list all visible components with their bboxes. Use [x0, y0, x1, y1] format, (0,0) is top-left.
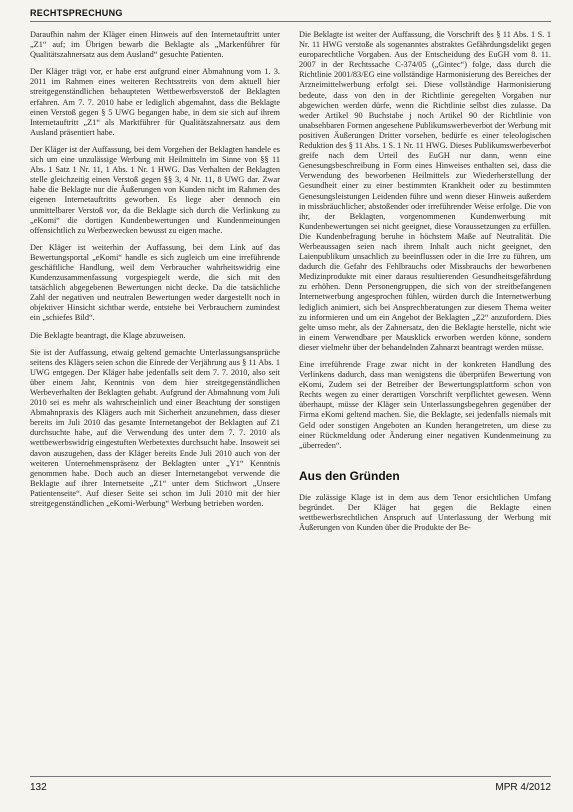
- section-heading: Aus den Gründen: [299, 468, 400, 483]
- paragraph: Der Kläger ist der Auffassung, bei dem Vorgehen der Beklagten handele es sich um eine unzulässige Werbung mit Heilmitteln im Sinne von §§ 11 Abs. 1 Satz 1 Nr. 11, 1 Abs. 1 Nr. 1 HWG. Das Verhalten der Beklagten stelle gleichzeitig einen Verstoß gegen §§ 3, 4 Nr. 11, 8 UWG dar. Zwar habe die Beklagte nur die Äußerungen von Kunden nicht im Rahmen des eigenen Internetauftritts geworben. Es liege aber dennoch ein unmittelbarer Verstoß vor, da die Beklagte sich durch die Verlinkung zu „eKomi“ die dortigen Kundenbewertungen und Kundenmeinungen offensichtlich zu Werbezwecken bewusst zu eigen mache.: [30, 144, 280, 235]
- paragraph: Der Kläger trägt vor, er habe erst aufgrund einer Abmahnung vom 1. 3. 2011 im Rahmen eines weiteren Rechtsstreits von dem aktuell hier streitgegenständlichen behaupteten Wettbewerbsverstoß der Beklagten erfahren. Am 7. 7. 2010 habe er lediglich abgemahnt, dass die Beklagte einen Verstoß gegen § 5 UWG begangen habe, in dem sie sich auf ihrem Internetauftritt „Z1“ als Marktführer für Qualitätszahnersatz aus dem Ausland präsentiert habe.: [30, 67, 280, 137]
- paragraph: Die Beklagte beantragt, die Klage abzuweisen.: [30, 330, 186, 340]
- paragraph: Daraufhin nahm der Kläger einen Hinweis auf den Internetauftritt unter „Z1“ auf; im Übrigen bewarb die Beklagte als „Markenführer für Qualitätszahnersatz aus dem Ausland“ gesuchte Patienten.: [30, 30, 280, 60]
- paragraph: Der Kläger ist weiterhin der Auffassung, bei dem Link auf das Bewertungsportal „eKomi“ handle es sich zugleich um eine irreführende geschäftliche Handlung, weil dem Verbraucher wahrheitswidrig eine Kundenzusammenfassung vorgespiegelt werde, die sich mit den tatsächlich abgegebenen Bewertungen nicht decke. Da die tatsächliche Zahl der negativen und neutralen Bewertungen weder dargestellt noch in objektiver Hinsicht sichtbar werde, entstehe bei Verbrauchern zumindest ein „schiefes Bild“.: [30, 242, 280, 323]
- paragraph: Die zulässige Klage ist in dem aus dem Tenor ersichtlichen Umfang begründet. Der Kläger hat gegen die Beklagte einen wettbewerbsrechtlichen Anspruch auf Unterlassung der Werbung mit Äußerungen von Kunden über die Produkte der Be-: [299, 492, 551, 533]
- paragraph: Die Beklagte ist weiter der Auffassung, die Vorschrift des § 11 Abs. 1 S. 1 Nr. 11 HWG verstoße als sogenanntes abstraktes Gefährdungsdelikt gegen europarechtliche Vorgaben. Aus der Entscheidung des EuGH vom 8. 11. 2007 in der Rechtssache C-374/05 („Gintec“) folge, dass durch die Richtlinie 2001/83/EG eine vollständige Harmonisierung des Bereiches der Arzneimittelwerbung erfolgt sei. Diese vollständige Harmonisierung bedeute, dass von den in der Richtlinie geregelten Vorgaben nur abgewichen werden dürfe, wenn die Richtlinie selbst dies zulasse. Da weder Artikel 90 Buchstabe j noch Artikel 90 der Richtlinie von unabsehbaren Formen angesehene Publikumswerbeverbot der Werbung mit positiven Äußerungen Dritter vorsehen, bedürfe es einer teleologischen Reduktion des § 11 Abs. 1 S. 1 Nr. 11 HWG. Dieses Publikumswerbeverbot greife nach dem Urteil des EuGH nur dann, wenn eine Genesungsbeschreibung in Form eines Hinweises enthalten sei, dass die Verwendung des beworbenen Heilmittels zur Wiederherstellung der Gesundheit einer zu einer bestimmten Krankheit oder zu bestimmten Genesungsleistungen Leidenden führe und wenn dieser Hinweis außerdem in missbräuchlicher, abstoßender oder irreführender Weise erfolge. Die von ihr, der Beklagten, vorgenommenen Kundenwerbung mit Kundenbewertungen sei nicht geeignet, diese Voraussetzungen zu erfüllen. Die Kundenbefragung beruhe in höchstem Maße auf Neutralität. Die Werbeaussagen seien nach ihrem Inhalt auch nicht geeignet, den Laienpublikum unsachlich zu beeinflussen oder in die Irre zu führen, um dadurch die Gefahr des Fehlbrauchs oder Missbrauchs der beworbenen Medizinprodukte mit einer daraus resultierenden Gesundheitsgefährdung zu erhöhen. Denn Personengruppen, die sich von der streitbefangenen Internetwerbung angesprochen fühlen, würden durch die Internetwerbung lediglich animiert, sich bei Ansprechberatungen zur diesem Thema weiter zu informieren und um ein Angebot der Beklagten „Z2“ anzufordern. Dies gelte umso mehr, als der Zahnersatz, den die Beklagte herstelle, nicht wie in einem Verwendbare per Mausklick erworben werden könne, sondern dieser vielmehr über der behandelnden Zahnarzt beantragt werden müsse.: [299, 30, 551, 352]
- paragraph: Eine irreführende Frage zwar nicht in der konkreten Handlung des Verlinkens dadurch, dass man wenigstens die überprüfen Bewertung von eKomi, Zudem sei der Betreiber der Bewertungsplattform schon von Rechts wegen zu einer derartigen Vorschrift verpflichtet gewesen. Wenn überhaupt, müsse der Kläger sein Unterlassungsbegehren gegenüber der Firma eKomi geltend machen. Sie, die Beklagte, sei jedenfalls niemals mit Geld oder sonstigen Angeboten an Kunden herangetreten, um diese zu einer Rückmeldung oder Änderung einer negativen Kundenmeinung zu „überreden“.: [299, 360, 551, 450]
- footer-divider: [30, 776, 551, 777]
- left-column: [30, 30, 280, 516]
- right-column: [299, 30, 551, 540]
- page-number: 132: [30, 782, 47, 793]
- section-header: RECHTSPRECHUNG: [30, 8, 123, 18]
- paragraph: Sie ist der Auffassung, etwaig geltend gemachte Unterlassungsansprüche seitens des Klägers seien schon die Einrede der Verjährung aus § 11 Abs. 1 UWG entgegen. Der Kläger habe jedenfalls seit dem 7. 7. 2010, also seit über einem Jahr, Kenntnis von dem hier streitgegenständlichen Werbeverhalten der Beklagten gehabt. Aufgrund der Abmahnung vom Juli 2010 sei es mehr als wahrscheinlich und einer Beachtung der sonstigen Abmahnpraxis des Klägers auch mit Sicherheit anzunehmen, dass dieser bereits im Juli 2010 das gesamte Internetangebot der Beklagten auf Z1 durchsuchte habe, auf die Verwendung des unter dem 7. 7. 2010 als wettbewerbswidrig eingestuften Werbetextes durchsucht habe. Insoweit sei davon auszugehen, dass der Kläger bereits Ende Juli 2010 auch von der weiteren Unternehmenspräsenz der Beklagten unter „Y1“ Kenntnis genommen habe. Doch auch an dieser Internetangebot verwende die Beklagte auf ihrer Internetseite „Z1“ unter dem Stichwort „Unsere Patientenseite“. Auf dieser Seite sei schon im Juli 2010 mit der hier streitgegenständlichen „eKomi-Werbung“ Werbung betrieben worden.: [30, 347, 280, 509]
- journal-reference: MPR 4/2012: [495, 782, 551, 793]
- header-divider: [30, 21, 551, 22]
